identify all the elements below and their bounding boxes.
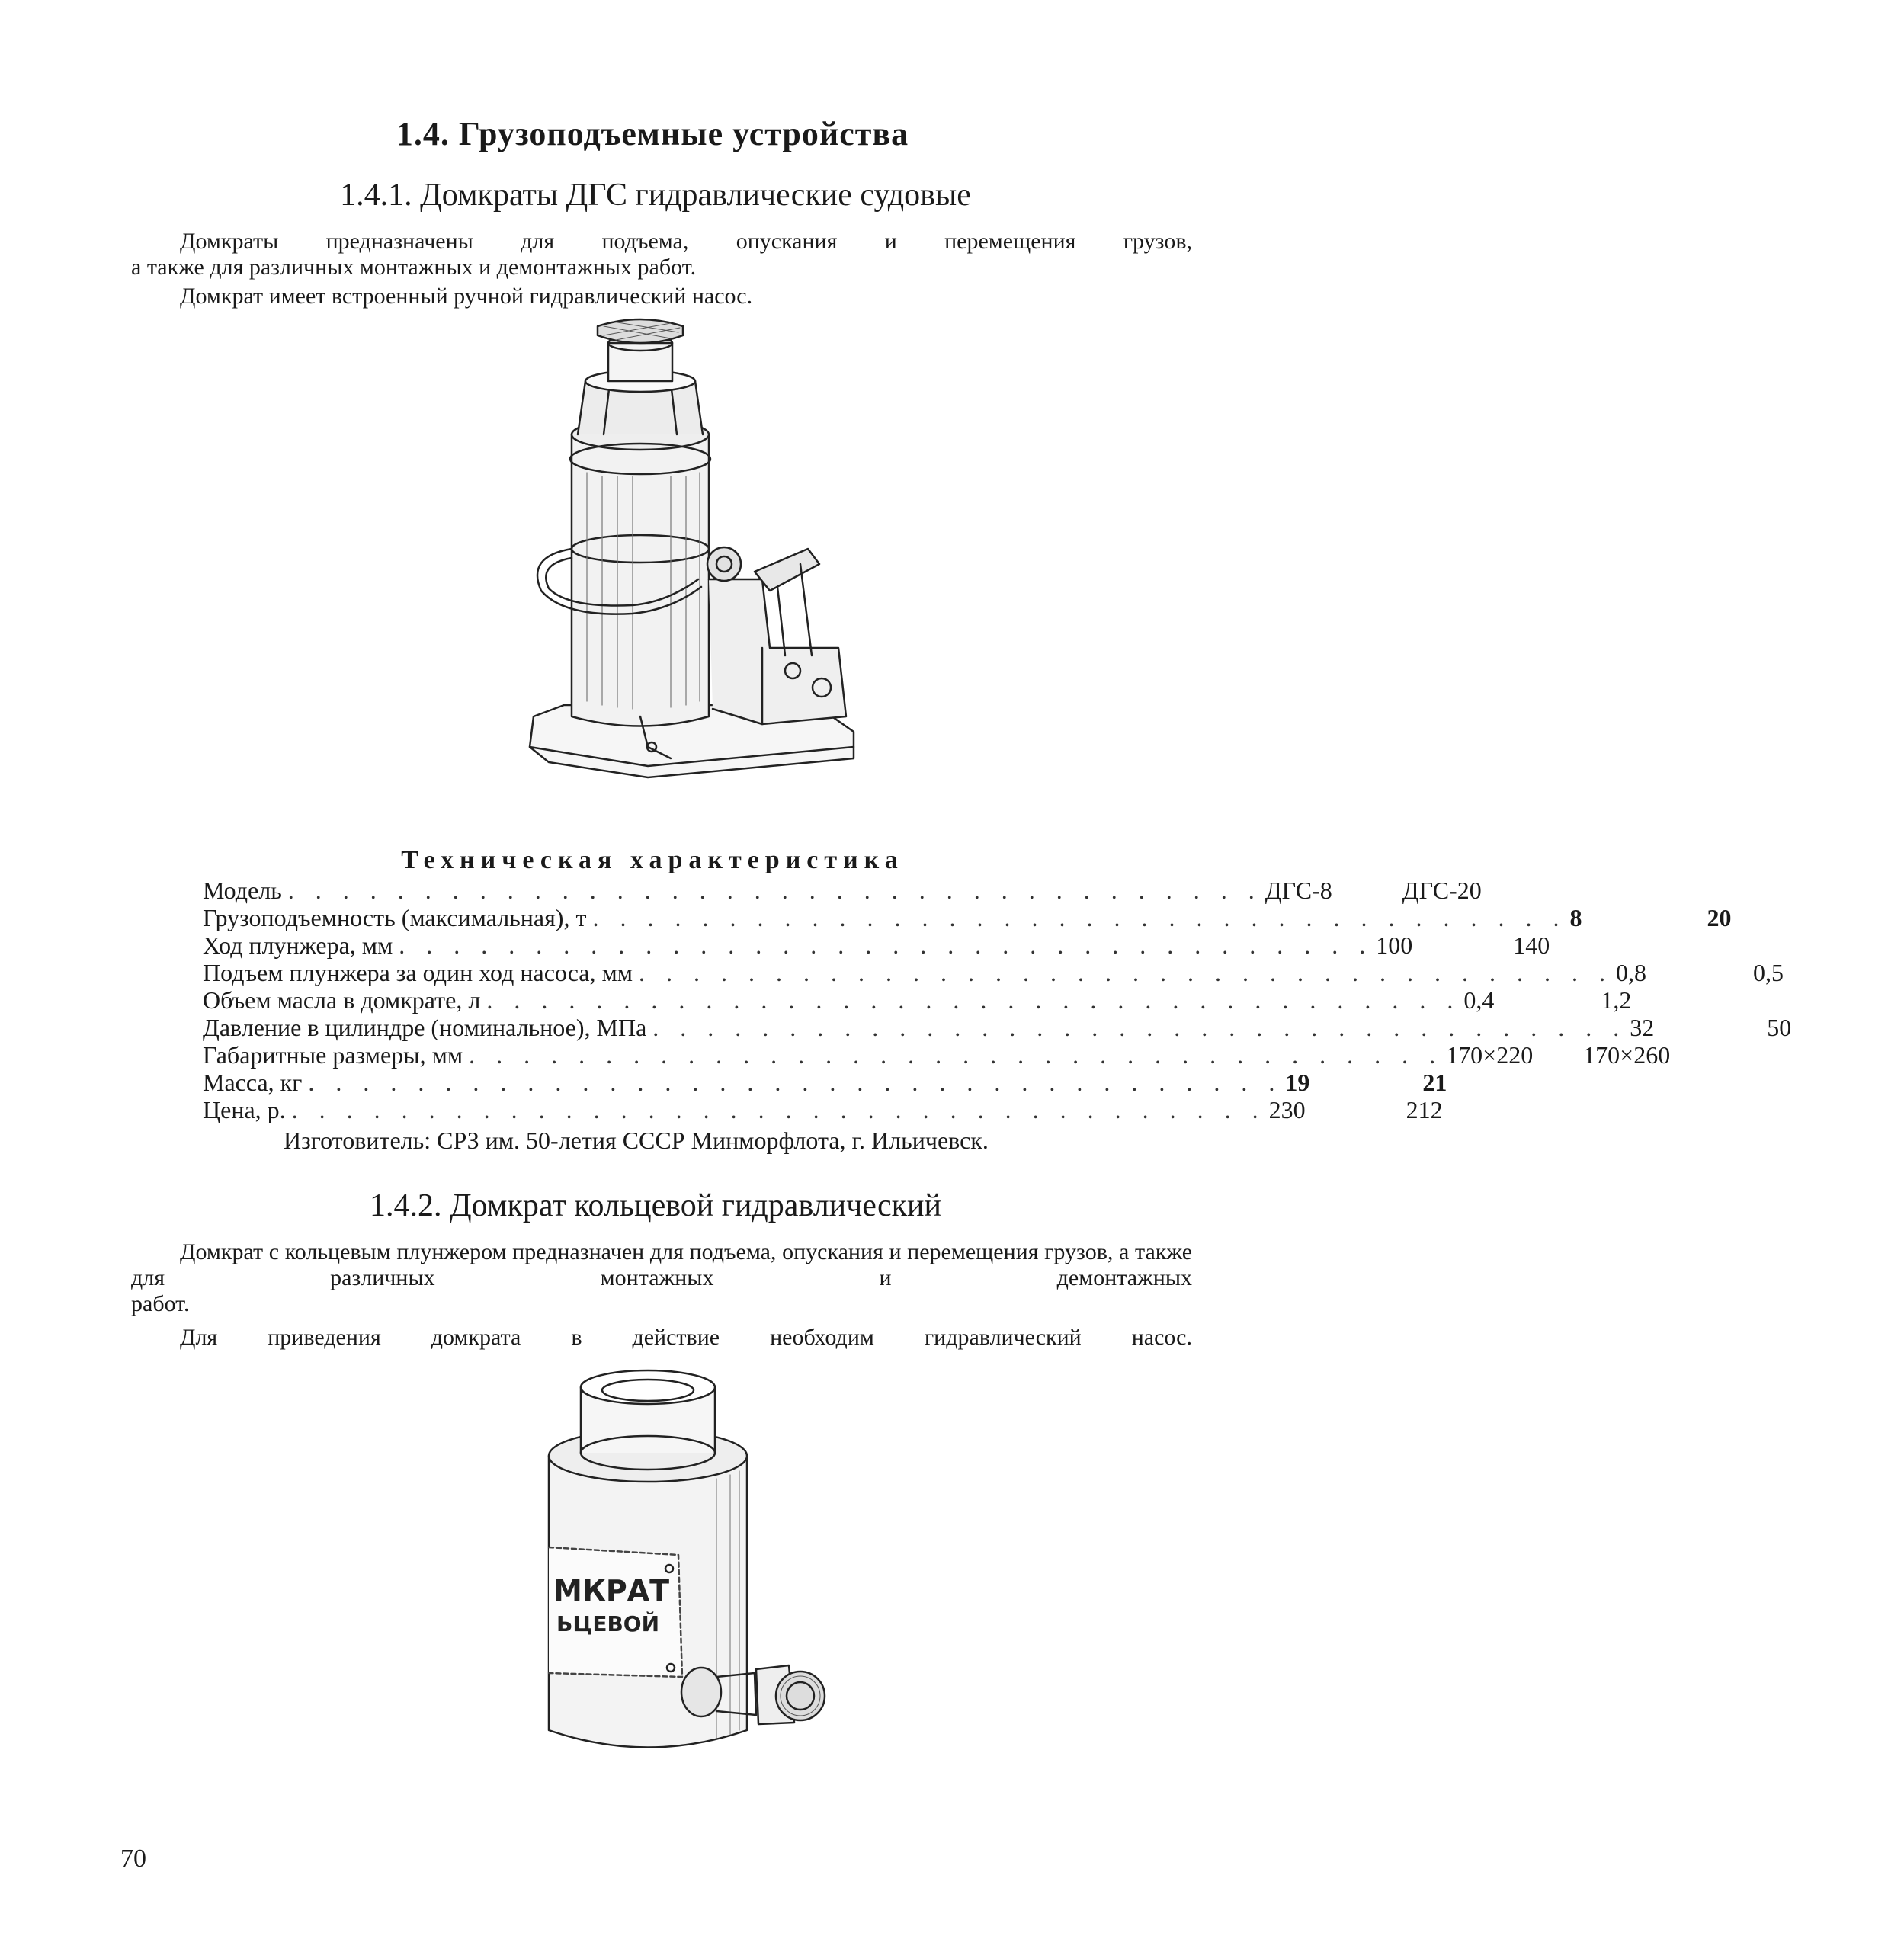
spec-label: Масса, кг: [203, 1069, 303, 1096]
spec-row: [203, 904, 1732, 931]
spec-value-dgs20: 1,2: [1601, 986, 1632, 1014]
spec-value-dgs20: 50: [1767, 1014, 1792, 1041]
spec-value-dgs8: 32: [1630, 1014, 1655, 1041]
spec-row: [203, 1041, 1671, 1069]
subsection-title-2: 1.4.2. Домкрат кольцевой гидравлический: [370, 1188, 941, 1223]
spec-row: [203, 1096, 1443, 1123]
ring-jack-label-line1: МКРАТ: [553, 1574, 670, 1607]
paragraph-purpose-2: [131, 1239, 1192, 1317]
spec-value-dgs20: ДГС-20: [1402, 877, 1482, 904]
spec-leader-dots: . . . . . . . . . . . . . . . . . . . . . . . . . . . . . . . . . . . .: [592, 904, 1567, 931]
spec-leader-dots: . . . . . . . . . . . . . . . . . . . . . . . . . . . . . . . . . . . .: [287, 877, 1262, 904]
paragraph-pump-2: Для приведения домкрата в действие необходим гидравлический насос.: [180, 1325, 1192, 1350]
spec-value-dgs20: 0,5: [1753, 959, 1784, 986]
ring-jack-illustration: [534, 1372, 838, 1768]
spec-value-dgs20: 20: [1707, 904, 1732, 931]
page-number: 70: [120, 1845, 146, 1873]
spec-leader-dots: . . . . . . . . . . . . . . . . . . . . . . . . . . . . . . . . . . . .: [308, 1069, 1283, 1096]
spec-label: Давление в цилиндре (номинальное), МПа: [203, 1014, 647, 1041]
paragraph-line: Домкраты предназначены для подъема, опускания и перемещения грузов,: [180, 229, 1192, 254]
spec-value-dgs8: 230: [1268, 1096, 1306, 1123]
spec-value-dgs20: 212: [1406, 1096, 1443, 1123]
spec-value-dgs8: 170×220: [1446, 1041, 1534, 1069]
spec-label: Ход плунжера, мм: [203, 931, 393, 959]
spec-value-dgs20: 170×260: [1583, 1041, 1671, 1069]
paragraph-pump-1: Домкрат имеет встроенный ручной гидравлический насос.: [180, 284, 753, 309]
paragraph-line: Домкрат с кольцевым плунжером предназначен для подъема, опускания и: [180, 1239, 902, 1264]
spec-label: Подъем плунжера за один ход насоса, мм: [203, 959, 633, 986]
subsection-title-1: 1.4.1. Домкраты ДГС гидравлические судовые: [340, 178, 971, 213]
spec-row: [203, 931, 1550, 959]
spec-value-dgs20: 140: [1513, 931, 1550, 959]
spec-table: [203, 877, 1792, 1123]
paragraph-purpose-1: [131, 229, 1192, 280]
tech-spec-heading: Техническая характеристика: [401, 846, 904, 874]
spec-leader-dots: . . . . . . . . . . . . . . . . . . . . . . . . . . . . . . . . . . . .: [399, 931, 1374, 959]
spec-value-dgs8: ДГС-8: [1265, 877, 1332, 904]
bottle-jack-illustration: [518, 320, 869, 823]
spec-row: [203, 1014, 1792, 1041]
spec-value-dgs8: 0,4: [1463, 986, 1495, 1014]
spec-value-dgs20: 21: [1422, 1069, 1447, 1096]
spec-row: [203, 959, 1784, 986]
spec-value-dgs8: 0,8: [1616, 959, 1646, 986]
ring-jack-label-line2: ЬЦЕВОЙ: [556, 1611, 660, 1636]
section-title: 1.4. Грузоподъемные устройства: [396, 115, 909, 152]
manufacturer-line: Изготовитель: СРЗ им. 50-летия СССР Минморфлота, г. Ильичевск.: [284, 1127, 989, 1154]
spec-leader-dots: . . . . . . . . . . . . . . . . . . . . . . . . . . . . . . . . . . . .: [639, 959, 1613, 986]
spec-value-dgs8: 19: [1285, 1069, 1310, 1096]
paragraph-line: работ.: [131, 1291, 190, 1316]
spec-label: Объем масла в домкрате, л: [203, 986, 481, 1014]
spec-value-dgs8: 100: [1376, 931, 1413, 959]
spec-label: Цена, р.: [203, 1096, 286, 1123]
spec-row: [203, 1069, 1447, 1096]
paragraph-line: а также для различных монтажных и демонтажных работ.: [131, 255, 697, 280]
spec-row: [203, 877, 1482, 904]
spec-row: [203, 986, 1632, 1014]
spec-label: Грузоподъемность (максимальная), т: [203, 904, 587, 931]
paragraph-line: перемещения грузов, а также для различных монтажных и демонтажных: [131, 1239, 1193, 1290]
spec-leader-dots: . . . . . . . . . . . . . . . . . . . . . . . . . . . . . . . . . . . .: [652, 1014, 1627, 1041]
spec-label: Модель: [203, 877, 282, 904]
spec-leader-dots: . . . . . . . . . . . . . . . . . . . . . . . . . . . . . . . . . . . .: [469, 1041, 1444, 1069]
spec-label: Габаритные размеры, мм: [203, 1041, 463, 1069]
spec-leader-dots: . . . . . . . . . . . . . . . . . . . . . . . . . . . . . . . . . . . .: [291, 1096, 1266, 1123]
spec-leader-dots: . . . . . . . . . . . . . . . . . . . . . . . . . . . . . . . . . . . .: [486, 986, 1461, 1014]
spec-value-dgs8: 8: [1569, 904, 1582, 931]
